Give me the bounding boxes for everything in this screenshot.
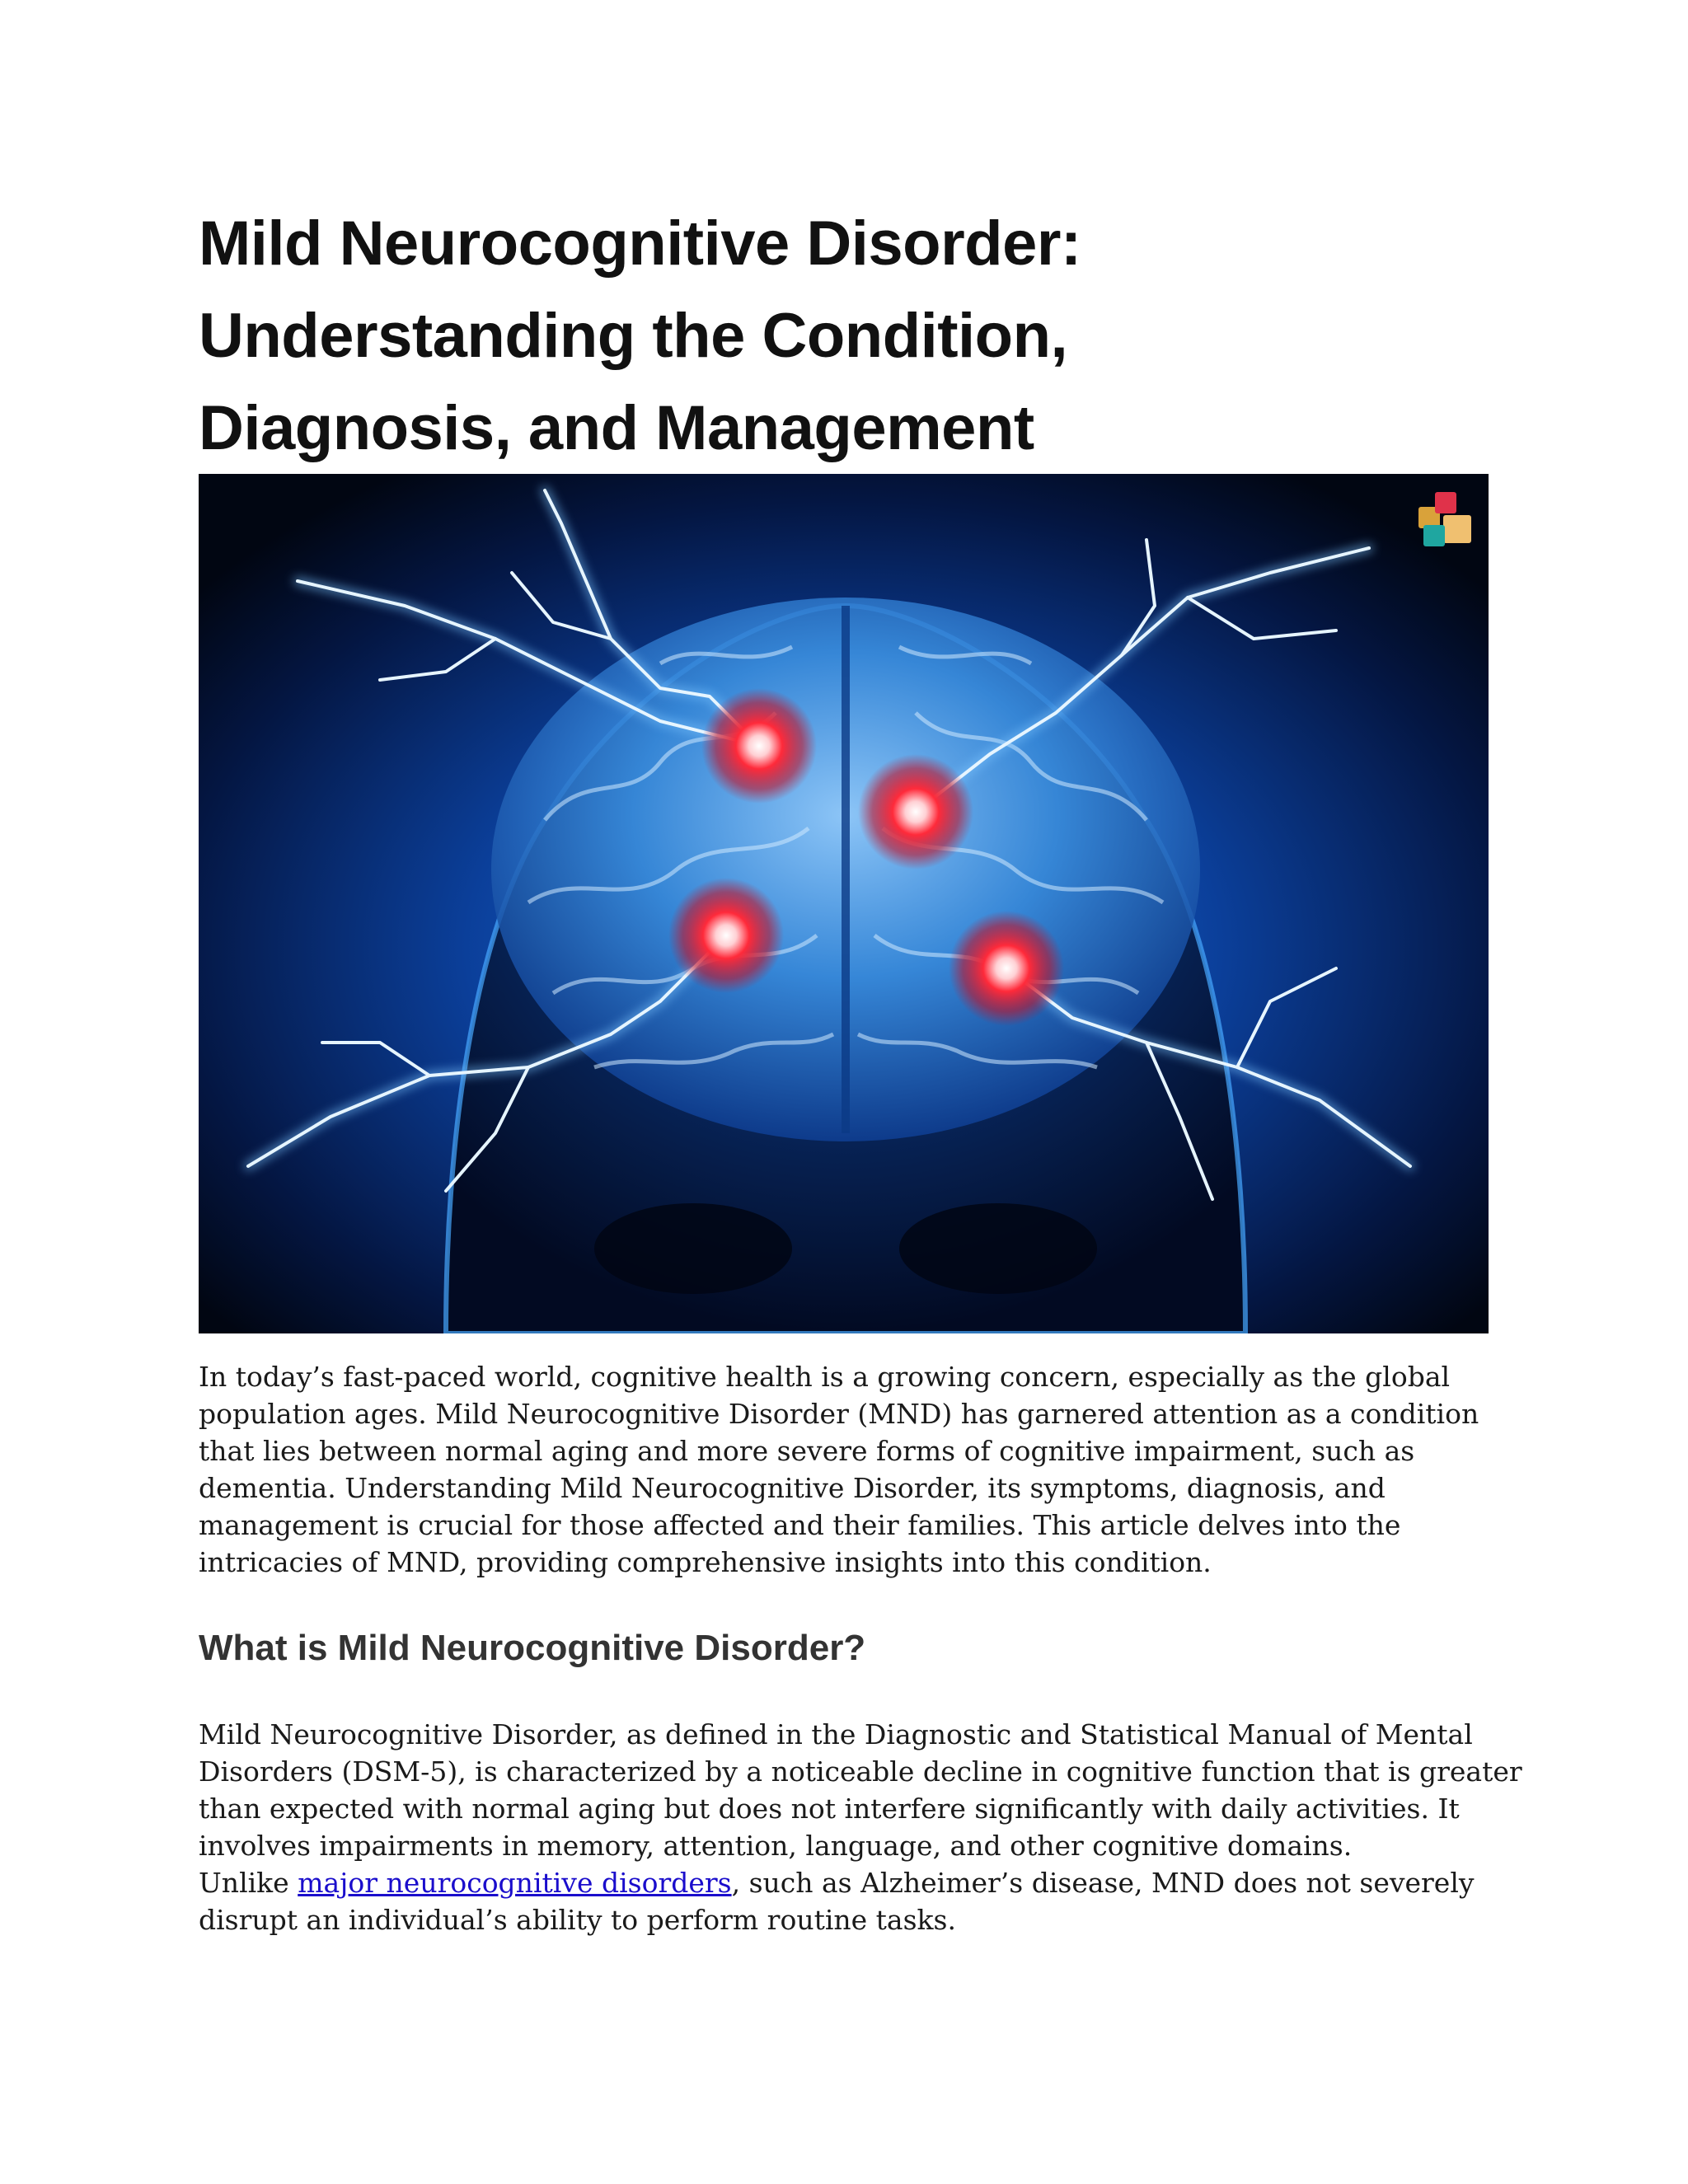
hotspot	[668, 878, 784, 993]
section-heading: What is Mild Neurocognitive Disorder?	[199, 1628, 866, 1668]
text-line: population ages. Mild Neurocognitive Disorder (MND) has garnered attention as a condition	[199, 1398, 1479, 1430]
text-line: dementia. Understanding Mild Neurocognitive Disorder, its symptoms, diagnosis, and	[199, 1472, 1386, 1504]
text-line: Mild Neurocognitive Disorder, as defined in the Diagnostic and Statistical Manual of Mental	[199, 1718, 1473, 1750]
definition-paragraph	[199, 1716, 1522, 1938]
text-line: disrupt an individual’s ability to perform routine tasks.	[199, 1904, 956, 1936]
text-line-with-link	[199, 1864, 1489, 1901]
text-line: Disorders (DSM-5), is characterized by a noticeable decline in cognitive function that is greater	[199, 1755, 1522, 1788]
title-line: Mild Neurocognitive Disorder:	[199, 209, 1081, 279]
text-line: that lies between normal aging and more severe forms of cognitive impairment, such as	[199, 1435, 1415, 1467]
link-prefix: Unlike	[199, 1867, 298, 1899]
major-neurocognitive-disorders-link[interactable]: major neurocognitive disorders	[298, 1867, 732, 1899]
text-line: than expected with normal aging but does not interfere significantly with daily activities. It	[199, 1793, 1460, 1825]
text-line: management is crucial for those affected and their families. This article delves into the	[199, 1509, 1401, 1541]
hotspot	[858, 754, 973, 869]
article-title	[199, 198, 1489, 475]
hotspot	[701, 688, 817, 804]
hero-brain-image	[199, 474, 1489, 1333]
title-block	[199, 198, 1489, 475]
title-line: Diagnosis, and Management	[199, 393, 1034, 463]
link-suffix: , such as Alzheimer’s disease, MND does not severely	[731, 1867, 1475, 1899]
hotspot	[949, 911, 1064, 1026]
text-line: In today’s fast-paced world, cognitive health is a growing concern, especially as the global	[199, 1361, 1451, 1393]
title-line: Understanding the Condition,	[199, 301, 1068, 371]
text-line: intricacies of MND, providing comprehensive insights into this condition.	[199, 1546, 1212, 1578]
brain-illustration	[199, 474, 1489, 1333]
intro-paragraph	[199, 1358, 1489, 1581]
text-line: involves impairments in memory, attention, language, and other cognitive domains.	[199, 1830, 1353, 1862]
